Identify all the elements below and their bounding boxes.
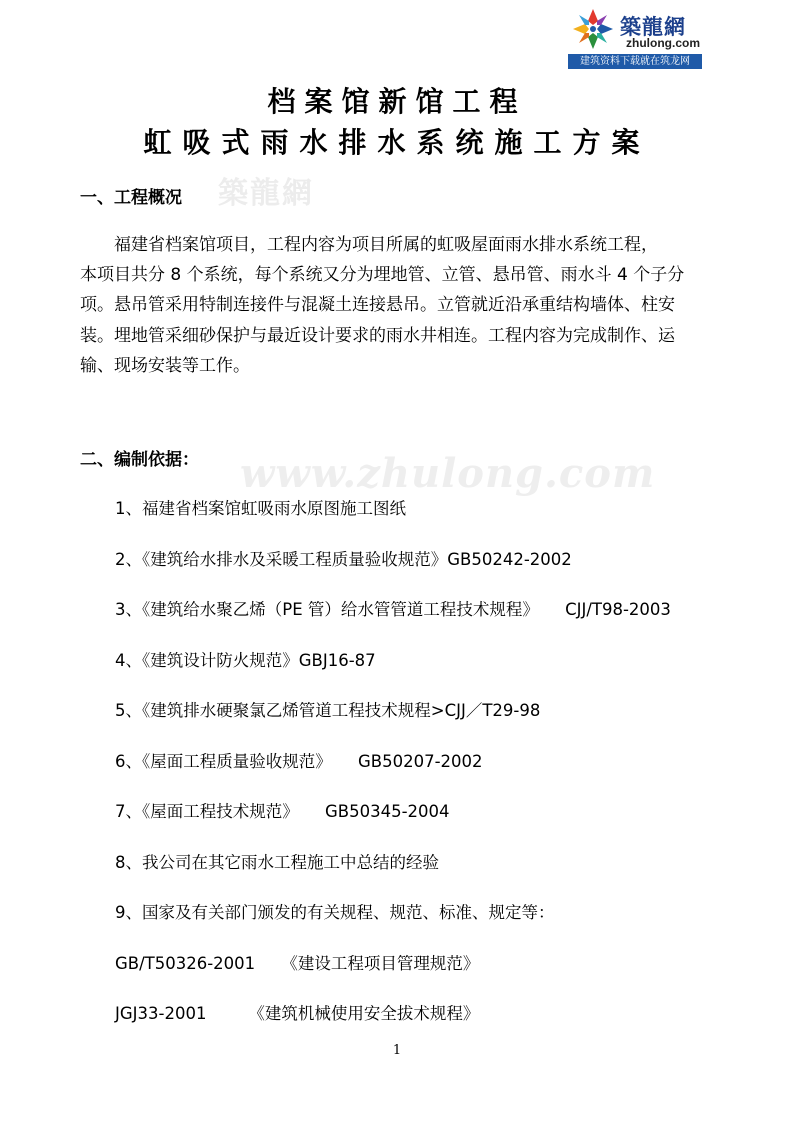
basis-list-item: 2、《建筑给水排水及采暖工程质量验收规范》GB50242-2002 [115, 550, 572, 569]
paragraph-line: 本项目共分 8 个系统，每个系统又分为埋地管、立管、悬吊管、雨水斗 4 个子分 [80, 265, 685, 286]
section-heading-overview: 一、工程概况 [80, 188, 182, 208]
basis-list-item: 8、我公司在其它雨水工程施工中总结的经验 [115, 853, 439, 872]
document-subtitle: 虹吸式雨水排水系统施工方案 [143, 126, 651, 159]
basis-list-item: 6、《屋面工程质量验收规范》 GB50207-2002 [115, 752, 483, 771]
paragraph-line: 输、现场安装等工作。 [80, 355, 250, 376]
basis-list-item: JGJ33-2001 《建筑机械使用安全拔术规程》 [115, 1004, 480, 1023]
watermark-brand: 築龍網 [218, 176, 314, 211]
snowflake-icon [568, 6, 618, 52]
overview-paragraph [80, 230, 720, 381]
zhulong-logo [568, 6, 702, 70]
basis-list-item: 1、福建省档案馆虹吸雨水原图施工图纸 [115, 499, 406, 518]
paragraph-line: 项。悬吊管采用特制连接件与混凝土连接悬吊。立管就近沿承重结构墙体、柱安 [80, 295, 675, 316]
section-heading-basis: 二、编制依据： [80, 450, 199, 470]
basis-list-item: 4、《建筑设计防火规范》GBJ16-87 [115, 651, 376, 670]
logo-brand-text: 築龍網 [620, 14, 686, 39]
basis-list-item: 9、国家及有关部门颁发的有关规程、规范、标准、规定等： [115, 903, 555, 922]
basis-list-item: 7、《屋面工程技术规范》 GB50345-2004 [115, 802, 450, 821]
page-number: 1 [392, 1043, 402, 1058]
paragraph-line: 福建省档案馆项目，工程内容为项目所属的虹吸屋面雨水排水系统工程， [80, 235, 658, 255]
basis-list-item: 3、《建筑给水聚乙烯（PE 管）给水管管道工程技术规程》 CJJ/T98-2003 [115, 600, 671, 619]
paragraph-line: 装。埋地管采细砂保护与最近设计要求的雨水井相连。工程内容为完成制作、运 [80, 325, 675, 346]
basis-list-item: GB/T50326-2001 《建设工程项目管理规范》 [115, 954, 480, 973]
basis-list-item: 5、《建筑排水硬聚氯乙烯管道工程技术规程>CJJ／T29-98 [115, 701, 541, 720]
watermark-url: www.zhulong.com [240, 450, 656, 497]
document-title: 档案馆新馆工程 [267, 85, 527, 118]
logo-slogan: 建筑资料下载就在筑龙网 [568, 54, 702, 69]
logo-mark [568, 6, 702, 52]
logo-url-text: zhulong.com [626, 36, 700, 50]
